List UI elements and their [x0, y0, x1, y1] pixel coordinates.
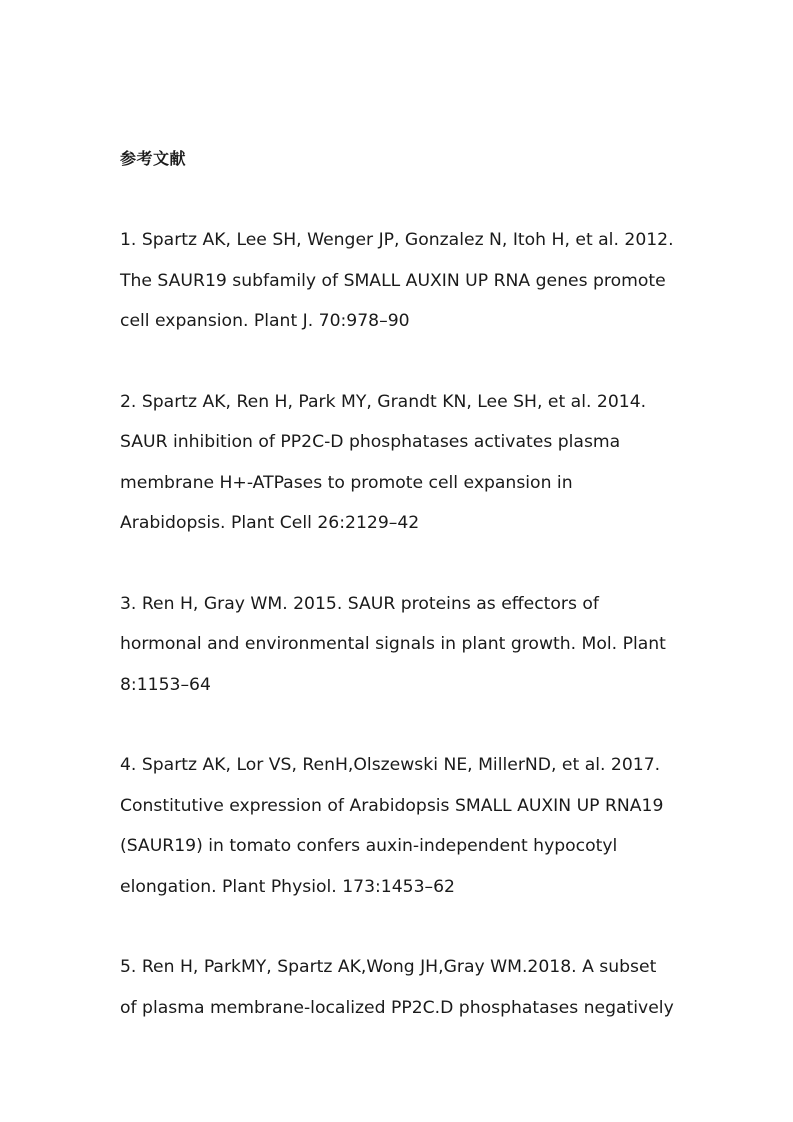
reference-line: cell expansion. Plant J. 70:978–90: [120, 311, 410, 331]
reference-line: (SAUR19) in tomato confers auxin-independent hypocotyl: [120, 836, 618, 856]
reference-line: elongation. Plant Physiol. 173:1453–62: [120, 876, 455, 897]
reference-line: 4. Spartz AK, Lor VS, RenH,Olszewski NE, MillerND, et al. 2017.: [120, 755, 661, 775]
reference-line: 5. Ren H, ParkMY, Spartz AK,Wong JH,Gray WM.2018. A subset: [120, 957, 657, 977]
reference-item-5: [120, 947, 695, 1028]
reference-line: 1. Spartz AK, Lee SH, Wenger JP, Gonzalez N, Itoh H, et al. 2012.: [120, 230, 674, 250]
reference-list: [120, 220, 695, 1068]
reference-line: 3. Ren H, Gray WM. 2015. SAUR proteins as effectors of: [120, 593, 599, 614]
reference-item-2: [120, 382, 695, 544]
references-heading: 参考文献: [120, 149, 187, 168]
reference-line: Constitutive expression of Arabidopsis SMALL AUXIN UP RNA19: [120, 795, 664, 816]
reference-line: SAUR inhibition of PP2C-D phosphatases activates plasma: [120, 432, 621, 452]
reference-item-4: [120, 745, 695, 907]
reference-line: of plasma membrane-localized PP2C.D phosphatases negatively: [120, 997, 674, 1018]
reference-line: 2. Spartz AK, Ren H, Park MY, Grandt KN, Lee SH, et al. 2014.: [120, 391, 647, 412]
reference-line: Arabidopsis. Plant Cell 26:2129–42: [120, 513, 420, 533]
reference-line: membrane H+-ATPases to promote cell expansion in: [120, 472, 573, 493]
reference-line: hormonal and environmental signals in plant growth. Mol. Plant: [120, 634, 666, 654]
reference-item-1: [120, 220, 695, 342]
reference-item-3: [120, 584, 695, 706]
reference-line: 8:1153–64: [120, 674, 211, 695]
reference-line: The SAUR19 subfamily of SMALL AUXIN UP RNA genes promote: [120, 270, 666, 291]
